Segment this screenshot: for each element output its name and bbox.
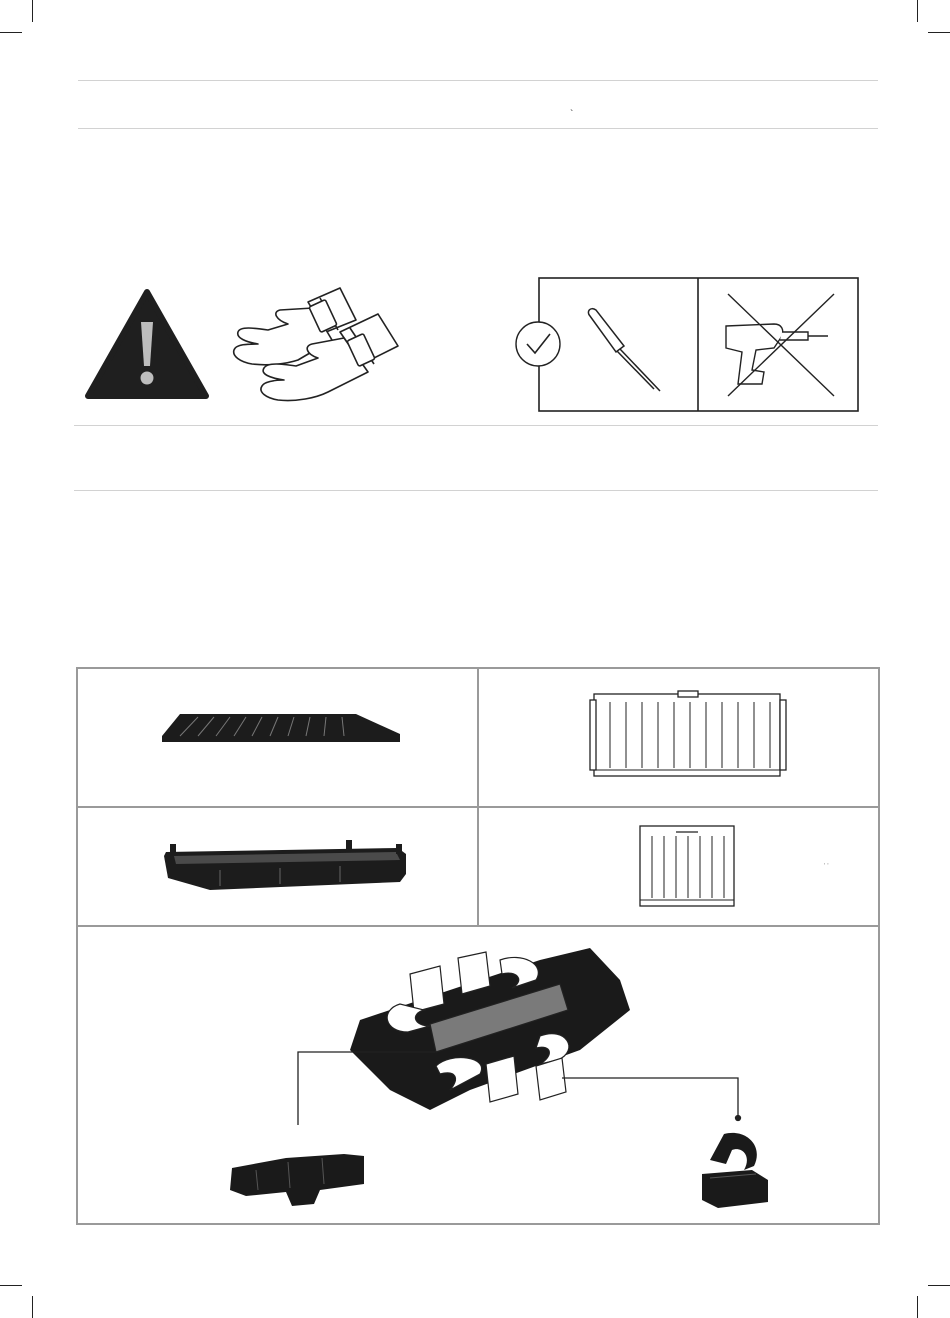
safety-rule-top	[74, 425, 878, 426]
crop-mark-top-right-v	[917, 0, 918, 22]
crop-mark-bottom-right-v	[917, 1296, 918, 1318]
crop-mark-top-right-h	[928, 32, 950, 33]
crop-mark-bottom-left-h	[0, 1285, 22, 1286]
work-gloves-icon	[228, 280, 403, 410]
hook-connector-icon	[698, 1130, 774, 1212]
crop-mark-bottom-left-v	[32, 1296, 33, 1318]
check-circle-icon	[516, 322, 560, 366]
crop-mark-bottom-right-h	[928, 1285, 950, 1286]
header-rule-top	[78, 80, 878, 81]
base-tray-icon	[160, 838, 410, 894]
shelf-panel-icon	[158, 710, 404, 750]
back-panel-icon	[586, 690, 792, 782]
safety-rule-bottom	[74, 490, 878, 491]
header-rule-bottom	[78, 128, 878, 129]
header-mark: `	[570, 109, 574, 120]
tool-comparison-box	[512, 276, 862, 414]
crop-mark-top-left-v	[32, 0, 33, 22]
clip-connector-icon	[226, 1150, 368, 1208]
warning-triangle-icon	[84, 288, 210, 400]
crop-mark-top-left-h	[0, 32, 22, 33]
side-panel-mark: ' '	[824, 863, 829, 870]
leader-lines	[290, 1045, 750, 1125]
side-panel-icon	[636, 822, 738, 914]
parts-divider-v	[477, 667, 479, 926]
